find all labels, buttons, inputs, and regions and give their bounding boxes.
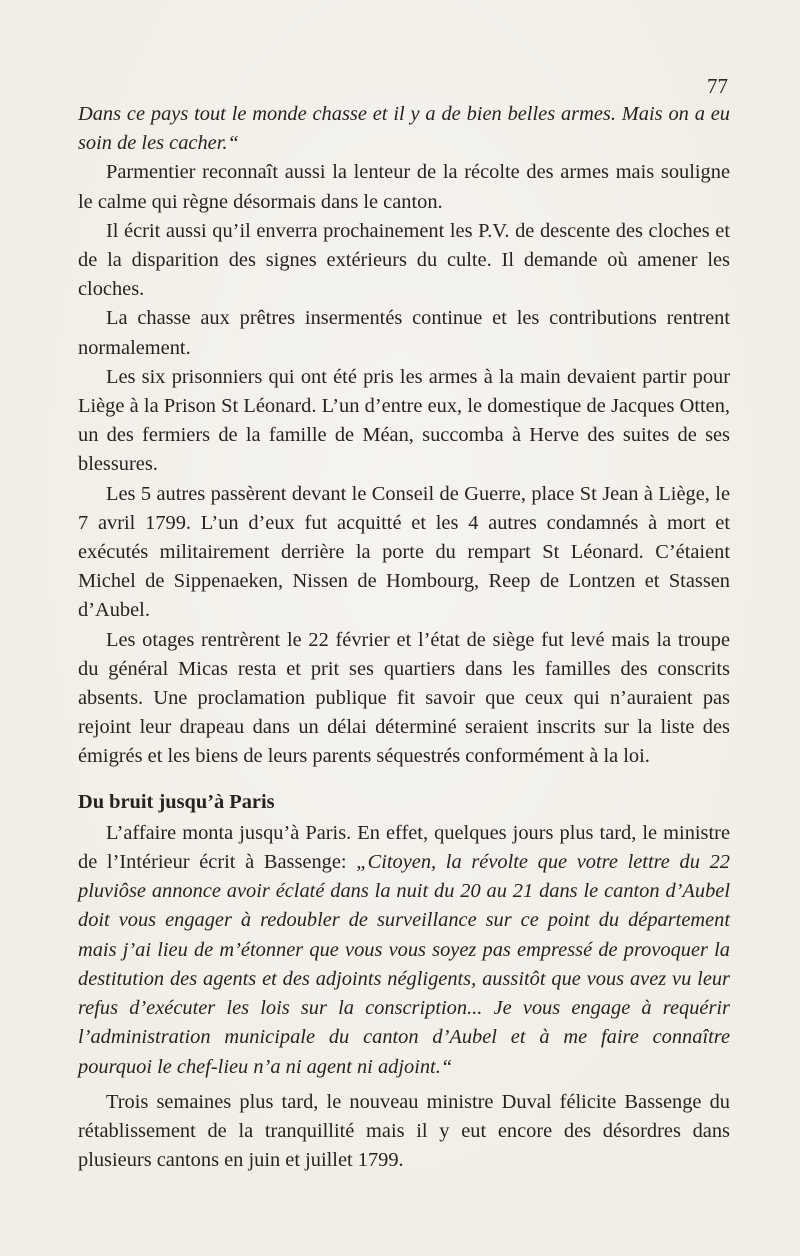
body-text <box>78 100 730 1175</box>
italic-quote: Dans ce pays tout le monde chasse et il y a de bien belles armes. Mais on a eu soin de les cacher.“ <box>78 103 730 155</box>
italic-quote: „Citoyen, la révolte que votre lettre du 22 pluviôse annonce avoir éclaté dans la nuit du 20 au 21 dans le canton d’Aubel doit vous engager à redoubler de surveillance sur ce point du département mais j’ai lieu de m’étonner que vous vous soyez pas empressé de provoquer la destitution des agents et des adjoints négligents, aussitôt que vous avez vu leur refus d’exécuter les lois sur la conscription... Je vous engage à requérir l’administration municipale du canton d’Aubel et à me faire connaître pourquoi le chef-lieu n’a ni agent ni adjoint.“ <box>78 851 730 1078</box>
paragraph: Il écrit aussi qu’il enverra prochainement les P.V. de descente des cloches et de la disparition des signes extérieurs du culte. Il demande où amener les cloches. <box>78 219 730 301</box>
paragraph-with-quote <box>78 819 730 1082</box>
paragraph-intro: L’affaire monta jusqu’à Paris. En effet, quelques jours plus tard, le ministre de l’Intérieur écrit à Bassenge: <box>78 821 730 874</box>
page-number: 77 <box>707 74 728 98</box>
paragraph: Les otages rentrèrent le 22 février et l’état de siège fut levé mais la troupe du général Micas resta et prit ses quartiers dans les familles des conscrits absents. Une proclamation publique fit savoir que ceux qui n’auraient pas rejoint leur drapeau dans un délai déterminé seraient inscrits sur la liste des émigrés et les biens de leurs parents séquestrés conformément à la loi. <box>78 628 730 768</box>
paragraph: Les six prisonniers qui ont été pris les armes à la main devaient partir pour Liège à la Prison St Léonard. L’un d’entre eux, le domestique de Jacques Otten, un des fermiers de la famille de Méan, succomba à Herve des suites de ses blessures. <box>78 365 730 476</box>
paragraph: Parmentier reconnaît aussi la lenteur de la récolte des armes mais souligne le calme qui règne désormais dans le canton. <box>78 161 730 213</box>
section-heading: Du bruit jusqu’à Paris <box>78 790 275 813</box>
paragraph: Les 5 autres passèrent devant le Conseil de Guerre, place St Jean à Liège, le 7 avril 1799. L’un d’eux fut acquitté et les 4 autres condamnés à mort et exécutés militairement derrière la porte du rempart St Léonard. C’étaient Michel de Sippenaeken, Nissen de Hombourg, Reep de Lontzen et Stassen d’Aubel. <box>78 482 730 622</box>
paragraph-quote-end <box>78 100 730 158</box>
paragraph: Trois semaines plus tard, le nouveau ministre Duval félicite Bassenge du rétablissement de la tranquillité mais il y eut encore des désordres dans plusieurs cantons en juin et juillet 1799. <box>78 1090 730 1172</box>
paragraph: La chasse aux prêtres insermentés continue et les contributions rentrent normalement. <box>78 307 730 359</box>
